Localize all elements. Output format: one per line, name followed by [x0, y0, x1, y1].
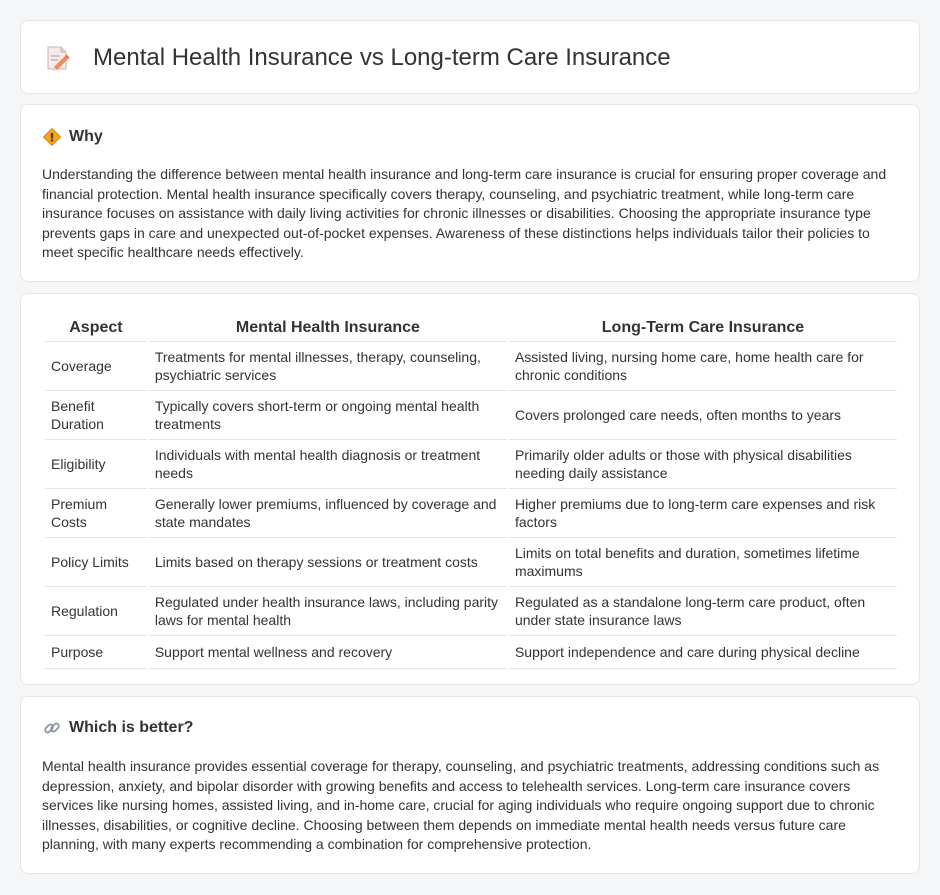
which-is-better-card: [20, 696, 920, 874]
table-row: [45, 587, 897, 636]
table-row: [45, 489, 897, 538]
table-row: [45, 538, 897, 587]
why-heading: [43, 126, 103, 148]
link-icon: [43, 719, 61, 737]
row-mental-health: Support mental wellness and recovery: [149, 636, 507, 669]
row-aspect: Purpose: [45, 636, 147, 669]
table-row: [45, 440, 897, 489]
better-title: Which is better?: [69, 719, 194, 736]
row-aspect: Premium Costs: [45, 489, 147, 538]
row-long-term-care: Assisted living, nursing home care, home health care for chronic conditions: [509, 342, 897, 391]
row-long-term-care: Limits on total benefits and duration, sometimes lifetime maximums: [509, 538, 897, 587]
row-long-term-care: Primarily older adults or those with physical disabilities needing daily assistance: [509, 440, 897, 489]
table-row: [45, 636, 897, 669]
row-mental-health: Regulated under health insurance laws, including parity laws for mental health: [149, 587, 507, 636]
column-header-mental-health: Mental Health Insurance: [149, 314, 507, 342]
row-aspect: Regulation: [45, 587, 147, 636]
header-card: [20, 20, 920, 94]
row-long-term-care: Support independence and care during physical decline: [509, 636, 897, 669]
row-long-term-care: Covers prolonged care needs, often months to years: [509, 391, 897, 440]
row-aspect: Coverage: [45, 342, 147, 391]
table-row: [45, 342, 897, 391]
row-mental-health: Limits based on therapy sessions or treatment costs: [149, 538, 507, 587]
row-mental-health: Typically covers short-term or ongoing mental health treatments: [149, 391, 507, 440]
diamond-sign-icon: [43, 128, 61, 146]
better-heading: [43, 717, 193, 739]
better-paragraph: Mental health insurance provides essential coverage for therapy, counseling, and psychiatric treatments, addressing conditions such as depression, anxiety, and bipolar disorder with growing benefits and access to telehealth services. Long-term care insurance covers services like nursing homes, assisted living, and in-home care, crucial for aging individuals who require ongoing support due to chronic illnesses, disabilities, or cognitive decline. Choosing between them depends on immediate mental health needs versus future care planning, with many experts recommending a combination for comprehensive protection.: [42, 758, 880, 853]
table-row: [45, 391, 897, 440]
row-aspect: Benefit Duration: [45, 391, 147, 440]
page-title: Mental Health Insurance vs Long-term Care Insurance: [93, 44, 671, 71]
why-title: Why: [69, 128, 103, 145]
comparison-table-card: [20, 293, 920, 685]
comparison-table: [43, 314, 899, 669]
column-header-long-term-care: Long-Term Care Insurance: [509, 314, 897, 342]
why-paragraph: Understanding the difference between mental health insurance and long-term care insurance is crucial for ensuring proper coverage and financial protection. Mental health insurance specifically covers therapy, counseling, and psychiatric treatment, while long-term care insurance focuses on assistance with daily living activities for chronic illnesses or disabilities. Choosing the appropriate insurance type prevents gaps in care and unexpected out-of-pocket expenses. Awareness of these distinctions helps individuals tailor their policies to meet specific healthcare needs effectively.: [42, 166, 887, 261]
column-header-aspect: Aspect: [45, 314, 147, 342]
row-mental-health: Treatments for mental illnesses, therapy, counseling, psychiatric services: [149, 342, 507, 391]
why-card: [20, 104, 920, 282]
row-long-term-care: Regulated as a standalone long-term care product, often under state insurance laws: [509, 587, 897, 636]
row-aspect: Policy Limits: [45, 538, 147, 587]
document-pencil-icon: [45, 44, 71, 72]
row-mental-health: Individuals with mental health diagnosis or treatment needs: [149, 440, 507, 489]
row-long-term-care: Higher premiums due to long-term care expenses and risk factors: [509, 489, 897, 538]
row-mental-health: Generally lower premiums, influenced by coverage and state mandates: [149, 489, 507, 538]
row-aspect: Eligibility: [45, 440, 147, 489]
table-header-row: [45, 314, 897, 342]
